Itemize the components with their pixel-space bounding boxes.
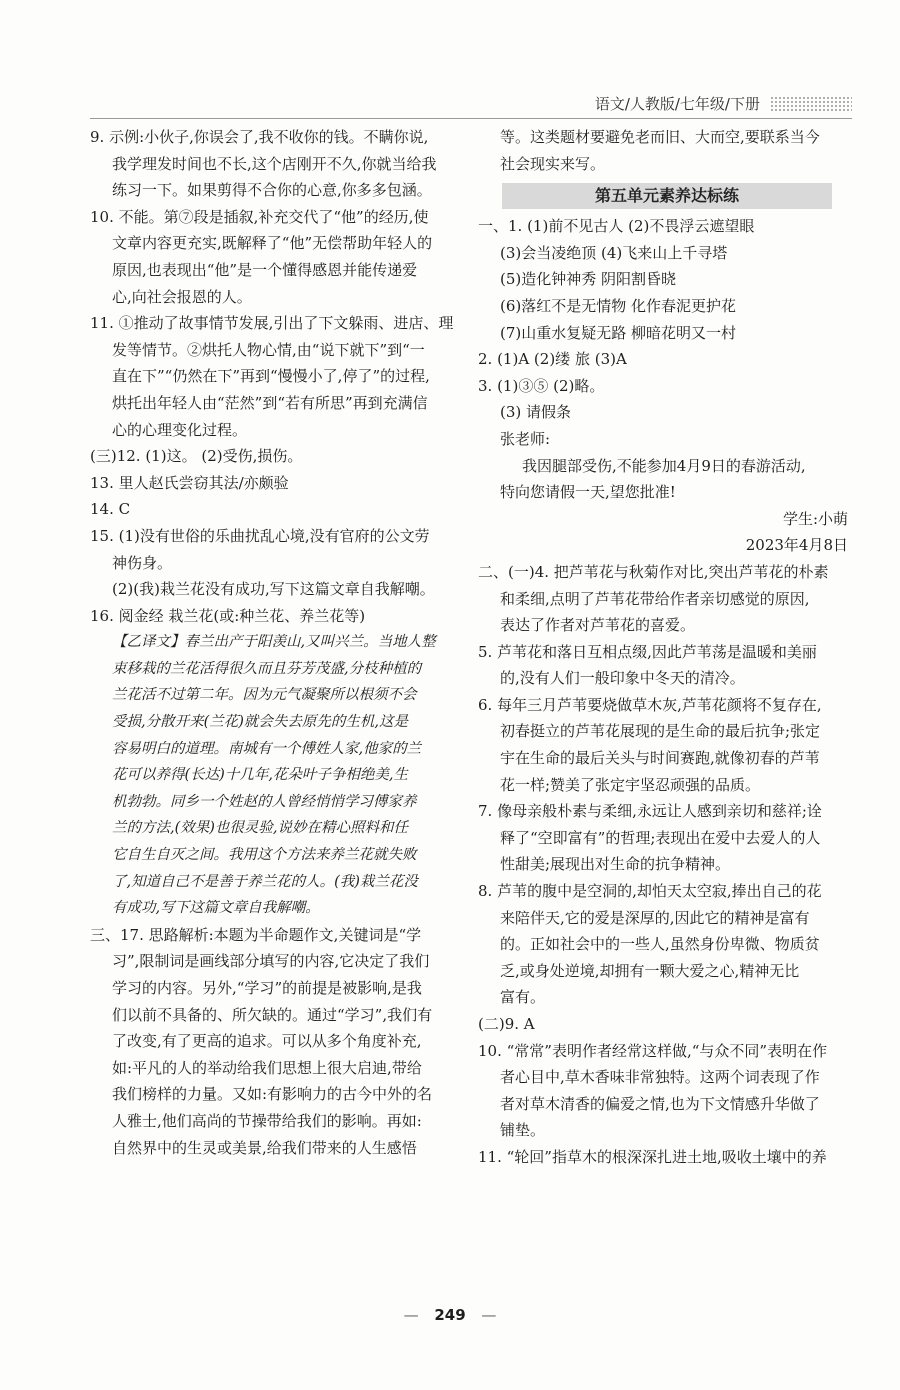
text-line: 一、1. (1)前不见古人 (2)不畏浮云遮望眼 [478, 217, 755, 236]
text-line: (7)山重水复疑无路 柳暗花明又一村 [500, 323, 737, 342]
text-line: 直在下”“仍然在下”再到“慢慢小了,停了”的过程, [112, 367, 430, 386]
text-line: 释了“空即富有”的哲理;表现出在爱中去爱人的人 [500, 828, 821, 847]
translation-line: 有成功,写下这篇文章自我解嘲。 [112, 900, 320, 917]
text-line: 的,没有人们一般印象中冬天的清冷。 [500, 669, 745, 688]
text-line: 10. 不能。第⑦段是插叙,补充交代了“他”的经历,使 [90, 207, 429, 226]
text-line: 学生:小萌 [782, 509, 848, 528]
text-line: 9. 示例:小伙子,你误会了,我不收你的钱。不瞒你说, [90, 128, 429, 146]
header-dot-pattern [770, 96, 852, 112]
text-line: 们以前不具备的、所欠缺的。通过“学习”,我们有 [112, 1005, 433, 1024]
header-rule [90, 118, 852, 119]
text-line: 表达了作者对芦苇花的喜爱。 [500, 616, 696, 635]
text-line: 5. 芦苇花和落日互相点缀,因此芦苇荡是温暖和美丽 [478, 642, 817, 661]
text-line: 11. ①推动了故事情节发展,引出了下文躲雨、进店、理 [90, 314, 454, 333]
text-line: 张老师: [500, 429, 551, 448]
text-line: 来陪伴天,它的爱是深厚的,因此它的精神是富有 [500, 908, 810, 927]
text-line: 烘托出年轻人由“茫然”到“若有所思”再到充满信 [112, 393, 428, 412]
page-dash-left: — [403, 1306, 419, 1324]
text-line: (5)造化钟神秀 阴阳割昏晓 [500, 270, 677, 289]
text-line: 2. (1)A (2)缕 旅 (3)A [478, 350, 627, 369]
text-line: 自然界中的生灵或美景,给我们带来的人生感悟 [112, 1138, 417, 1157]
text-line: 富有。 [500, 988, 546, 1007]
text-line: (6)落红不是无情物 化作春泥更护花 [500, 296, 737, 315]
text-line: 练习一下。如果剪得不合你的心意,你多多包涵。 [112, 181, 432, 200]
text-line: 15. (1)没有世俗的乐曲扰乱心境,没有官府的公文劳 [90, 526, 430, 545]
text-line: (3) 请假条 [500, 403, 572, 422]
text-line: 社会现实来写。 [500, 154, 606, 173]
text-line: 2023年4月8日 [745, 536, 848, 555]
page-number-value: 249 [434, 1306, 466, 1324]
text-line: 宇在生命的最后关头与时间赛跑,就像初春的芦苇 [500, 749, 820, 768]
text-line: 习”,限制词是画线部分填写的内容,它决定了我们 [112, 952, 430, 971]
text-line: 8. 芦苇的腹中是空洞的,却怕天太空寂,捧出自己的花 [478, 882, 822, 901]
text-line: 如:平凡的人的举动给我们思想上很大启迪,带给 [112, 1058, 422, 1077]
text-line: 我因腿部受伤,不能参加4月9日的春游活动, [522, 456, 806, 475]
text-line: 发等情节。②烘托人物心情,由“说下就下”到“一 [112, 340, 425, 359]
text-line: 人雅士,他们高尚的节操带给我们的影响。再如: [112, 1111, 422, 1130]
translation-line: 束移栽的兰花活得很久而且芬芳茂盛,分枝种植的 [112, 660, 422, 677]
text-line: 三、17. 思路解析:本题为半命题作文,关键词是“学 [90, 925, 422, 944]
text-line: 了改变,有了更高的追求。可以从多个角度补充, [112, 1032, 422, 1051]
translation-line: 花可以养得(长达)十几年,花朵叶子争相绝美,生 [112, 767, 409, 784]
text-line: (二)9. A [478, 1015, 535, 1033]
translation-line: 受损,分散开来(兰花)就会失去原先的生机,这是 [112, 714, 409, 731]
text-line: 者心目中,草木香味非常独特。这两个词表现了作 [500, 1068, 820, 1087]
text-line: 性甜美;展现出对生命的抗争精神。 [500, 855, 731, 874]
translation-line: 它自生自灭之间。我用这个方法来养兰花就失败 [112, 847, 417, 864]
text-line: (2)(我)栽兰花没有成功,写下这篇文章自我解嘲。 [112, 580, 435, 599]
text-line: 心的心理变化过程。 [112, 420, 248, 439]
text-line: 等。这类题材要避免老而旧、大而空,要联系当今 [500, 128, 820, 146]
translation-line: 了,知道自己不是善于养兰花的人。(我)栽兰花没 [112, 873, 418, 890]
text-line: 学习的内容。另外,“学习”的前提是被影响,是我 [112, 979, 422, 997]
translation-line: 兰花活不过第二年。因为元气凝聚所以根须不会 [112, 687, 417, 704]
text-line: 初春挺立的芦苇花展现的是生命的最后抗争;张定 [500, 722, 821, 741]
text-line: 16. 阅金经 栽兰花(或:种兰花、养兰花等) [90, 606, 366, 625]
text-line: 文章内容更充实,既解释了“他”无偿帮助年轻人的 [112, 234, 433, 253]
text-line: 原因,也表现出“他”是一个懂得感恩并能传递爱 [112, 260, 418, 279]
text-line: 者对草木清香的偏爱之情,也为下文情感升华做了 [500, 1094, 820, 1113]
text-line: 的。正如社会中的一些人,虽然身份卑微、物质贫 [500, 935, 820, 954]
text-line: 特向您请假一天,望您批准! [500, 483, 676, 502]
text-line: 二、(一)4. 把芦苇花与秋菊作对比,突出芦苇花的朴素 [478, 562, 829, 581]
text-line: 11. “轮回”指草木的根深深扎进土地,吸收土壤中的养 [478, 1147, 827, 1166]
text-line: 神伤身。 [112, 553, 173, 572]
translation-line: 【乙译文】春兰出产于阳羡山,又叫兴兰。当地人整 [112, 634, 436, 651]
text-line: 心,向社会报恩的人。 [112, 287, 252, 306]
translation-line: 兰的方法,(效果)也很灵验,说妙在精心照料和任 [112, 820, 409, 837]
text-line: (三)12. (1)这。 (2)受伤,损伤。 [90, 447, 303, 466]
page-dash-right: — [481, 1306, 497, 1324]
text-line: 6. 每年三月芦苇要烧做草木灰,芦苇花颜将不复存在, [478, 695, 822, 714]
text-line: 我学理发时间也不长,这个店刚开不久,你就当给我 [112, 154, 437, 173]
text-line: 7. 像母亲般朴素与柔细,永远让人感到亲切和慈祥;诠 [478, 802, 822, 821]
page-number [0, 1306, 900, 1324]
text-line: 我们榜样的力量。又如:有影响力的古今中外的名 [112, 1085, 433, 1104]
text-line: 花一样;赞美了张定宇坚忍顽强的品质。 [500, 775, 761, 794]
text-line: 13. 里人赵氏尝窃其法/亦颇验 [90, 473, 289, 492]
section-title: 第五单元素养达标练 [502, 183, 832, 209]
text-line: 3. (1)③⑤ (2)略。 [478, 376, 605, 395]
text-line: 10. “常常”表明作者经常这样做,“与众不同”表明在作 [478, 1041, 828, 1060]
translation-line: 容易明白的道理。南城有一个傅姓人家,他家的兰 [112, 740, 422, 757]
left-column [90, 124, 460, 1161]
text-line: 和柔细,点明了芦苇花带给作者亲切感觉的原因, [500, 589, 810, 608]
right-column [478, 124, 848, 1171]
text-line: 14. C [90, 500, 131, 519]
text-line: 乏,或身处逆境,却拥有一颗大爱之心,精神无比 [500, 961, 800, 980]
text-line: 铺垫。 [500, 1121, 546, 1140]
text-line: (3)会当凌绝顶 (4)飞来山上千寻塔 [500, 243, 728, 262]
translation-line: 机勃勃。同乡一个姓赵的人曾经悄悄学习傅家养 [112, 793, 417, 810]
header-label: 语文/人教版/七年级/下册 [594, 95, 760, 113]
